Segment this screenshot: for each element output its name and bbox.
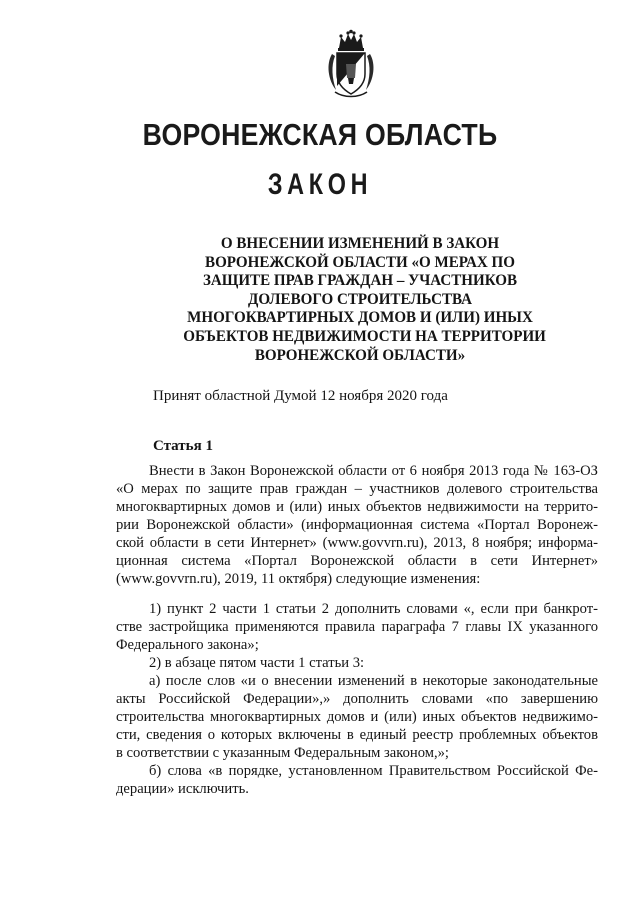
title-line: МНОГОКВАРТИРНЫХ ДОМОВ И (ИЛИ) ИНЫХ (187, 308, 533, 327)
law-title (170, 234, 550, 364)
article-heading: Статья 1 (153, 438, 213, 454)
adoption-date-text: Принят областной Думой 12 ноября 2020 года (153, 388, 448, 404)
title-line: ОБЪЕКТОВ НЕДВИЖИМОСТИ НА ТЕРРИТОРИИ (183, 326, 546, 345)
text-line: (www.govvrn.ru), 2019, 11 октября) следующие изменения: (116, 571, 481, 587)
text-line: 1) пункт 2 части 1 статьи 2 дополнить словами «, если при банкрот- (149, 601, 598, 617)
text-line: б) слова «в порядке, установленном Правительством Российской Фе- (149, 763, 598, 779)
region-heading: ВОРОНЕЖСКАЯ ОБЛАСТЬ (142, 117, 498, 152)
text-line: сти, сведения о которых включены в единый реестр проблемных объектов (116, 727, 598, 743)
coat-of-arms-icon (326, 28, 376, 100)
text-line: рии Воронежской области» (информационная система «Портал Воронеж- (116, 517, 598, 533)
amendments-list (116, 600, 598, 798)
title-line: ЗАЩИТЕ ПРАВ ГРАЖДАН – УЧАСТНИКОВ (202, 271, 517, 290)
text-line: «О мерах по защите прав граждан – участников долевого строительства (116, 481, 598, 497)
title-line: ВОРОНЕЖСКОЙ ОБЛАСТИ «О МЕРАХ ПО (205, 252, 515, 271)
text-line: многоквартирных домов и (или) иных объектов недвижимости на террито- (116, 499, 598, 515)
text-line: дерации» исключить. (116, 781, 249, 797)
title-line: О ВНЕСЕНИИ ИЗМЕНЕНИЙ В ЗАКОН (220, 234, 500, 252)
document-type-heading: ЗАКОН (267, 168, 373, 201)
text-line: а) после слов «и о внесении изменений в некоторые законодательные (149, 673, 598, 689)
text-line: стве застройщика применяются правила параграфа 7 главы IX указанного (116, 619, 598, 635)
text-line: в соответствии с указанным Федеральным законом,»; (116, 745, 449, 761)
text-line: 2) в абзаце пятом части 1 статьи 3: (149, 655, 365, 671)
title-line: ДОЛЕВОГО СТРОИТЕЛЬСТВА (247, 289, 472, 308)
text-line: ской области в сети Интернет» (www.govvrn.ru), 2013, 8 ноября; информа- (116, 535, 598, 551)
article-intro-paragraph (116, 462, 598, 588)
title-line: ВОРОНЕЖСКОЙ ОБЛАСТИ» (254, 345, 466, 364)
text-line: акты Российской Федерации»,» дополнить словами «по завершению (116, 691, 598, 707)
text-line: Внести в Закон Воронежской области от 6 ноября 2013 года № 163-ОЗ (149, 463, 598, 479)
text-line: строительства многоквартирных домов и (или) иных объектов недвижимо- (116, 709, 598, 725)
text-line: Федерального закона»; (116, 637, 259, 653)
text-line: ционная система «Портал Воронежской области в сети Интернет» (116, 553, 598, 569)
